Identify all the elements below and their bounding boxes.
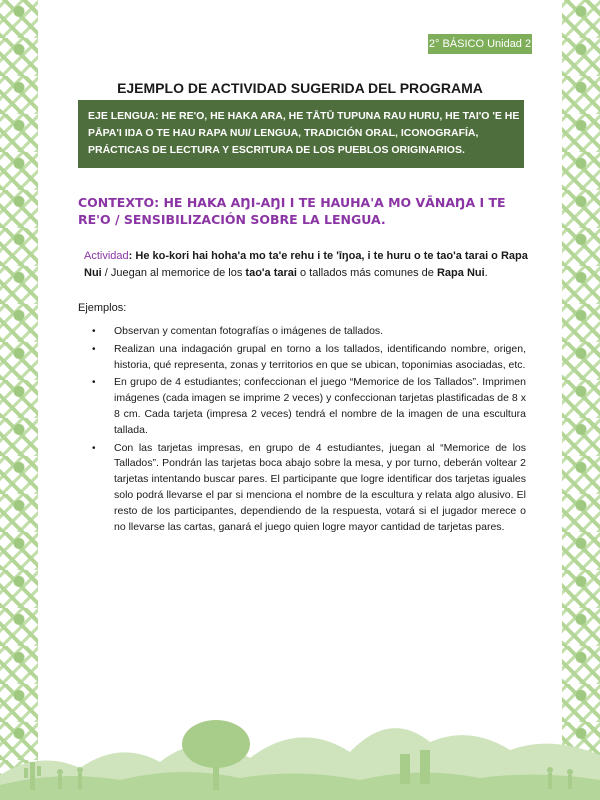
- page-title: EJEMPLO DE ACTIVIDAD SUGERIDA DEL PROGRAMA: [117, 80, 483, 96]
- unit-badge: 2° BÁSICO Unidad 2: [428, 34, 532, 54]
- bullet-icon: •: [92, 377, 96, 389]
- landscape-illustration: [0, 680, 600, 800]
- actividad-label: Actividad: [84, 250, 129, 262]
- list-item: [92, 375, 526, 438]
- actividad-separator: / Juegan al memorice de los: [101, 267, 246, 279]
- actividad-rapanui-text: He ko-kori hai hoha'a mo ta'e rehu i te 'īŋoa, i te huru o te tao'a tarai o Rapa Nui: [84, 250, 528, 279]
- eje-lengua-box: [78, 100, 524, 168]
- list-item: [92, 342, 526, 374]
- list-item-text: Con las tarjetas impresas, en grupo de 4 estudiantes, juegan al “Memorice de los Tallados”. Pondrán las tarjetas boca abajo sobre la mesa, y por turno, deberán voltear 2 tarjetas intentando buscar pares. El participante que logre identificar dos tarjetas iguales solo podrá llevarse el par si menciona el nombre de la escultura y relata algo alusivo. El resto de los participantes, dependiendo de la respuesta, votará si el jugador merece o no llevarse las cartas, ganará el juego quien logre mayor cantidad de tarjetas pares.: [114, 441, 526, 533]
- actividad-rapa-nui: Rapa Nui: [436, 267, 485, 279]
- list-item-text: En grupo de 4 estudiantes; confeccionan el juego “Memorice de los Tallados”. Imprimen imágenes (cada imagen se imprime 2 veces) y confeccionan tarjetas plastificadas de 8 x 8 cm. Cada tarjeta (impresa 2 veces) tendrá el nombre de la imagen de una escultura tallada.: [114, 376, 526, 436]
- actividad-tao-tarai: tao'a tarai: [245, 267, 297, 279]
- list-item: [92, 441, 526, 536]
- contexto-heading: CONTEXTO: HE HAKA AŊI-AŊI I TE HAUHA'A MO VĀNAŊA I TE RE'O / SENSIBILIZACIÓN SOBRE LA LENGUA.: [78, 195, 506, 227]
- ejemplos-list: [92, 324, 526, 537]
- ejemplos-heading: Ejemplos:: [78, 302, 127, 314]
- eje-lengua-text: EJE LENGUA: HE RE'O, HE HAKA ARA, HE TĀTŪ TUPUNA RAU HURU, HE TAI'O 'E HE PĀPA'I IŊA O TE HAU RAPA NUI/ LENGUA, TRADICIÓN ORAL, ICONOGRAFÍA, PRÁCTICAS DE LECTURA Y ESCRITURA DE LOS PUEBLOS ORIGINARIOS.: [88, 110, 520, 156]
- bullet-icon: •: [92, 442, 96, 454]
- list-item-text: Observan y comentan fotografías o imágenes de tallados.: [114, 325, 384, 337]
- list-item-text: Realizan una indagación grupal en torno a los tallados, identificando nombre, origen, historia, qué representa, zonas y territorios en que se ubican, toponimias asociadas, etc.: [114, 342, 526, 371]
- bullet-icon: •: [92, 343, 96, 355]
- actividad-colon: :: [128, 250, 136, 262]
- actividad-end: .: [484, 267, 488, 279]
- bullet-icon: •: [92, 326, 96, 337]
- actividad-mid-text: o tallados más comunes de: [296, 267, 437, 279]
- list-item: [92, 324, 526, 340]
- actividad-paragraph: [84, 248, 544, 282]
